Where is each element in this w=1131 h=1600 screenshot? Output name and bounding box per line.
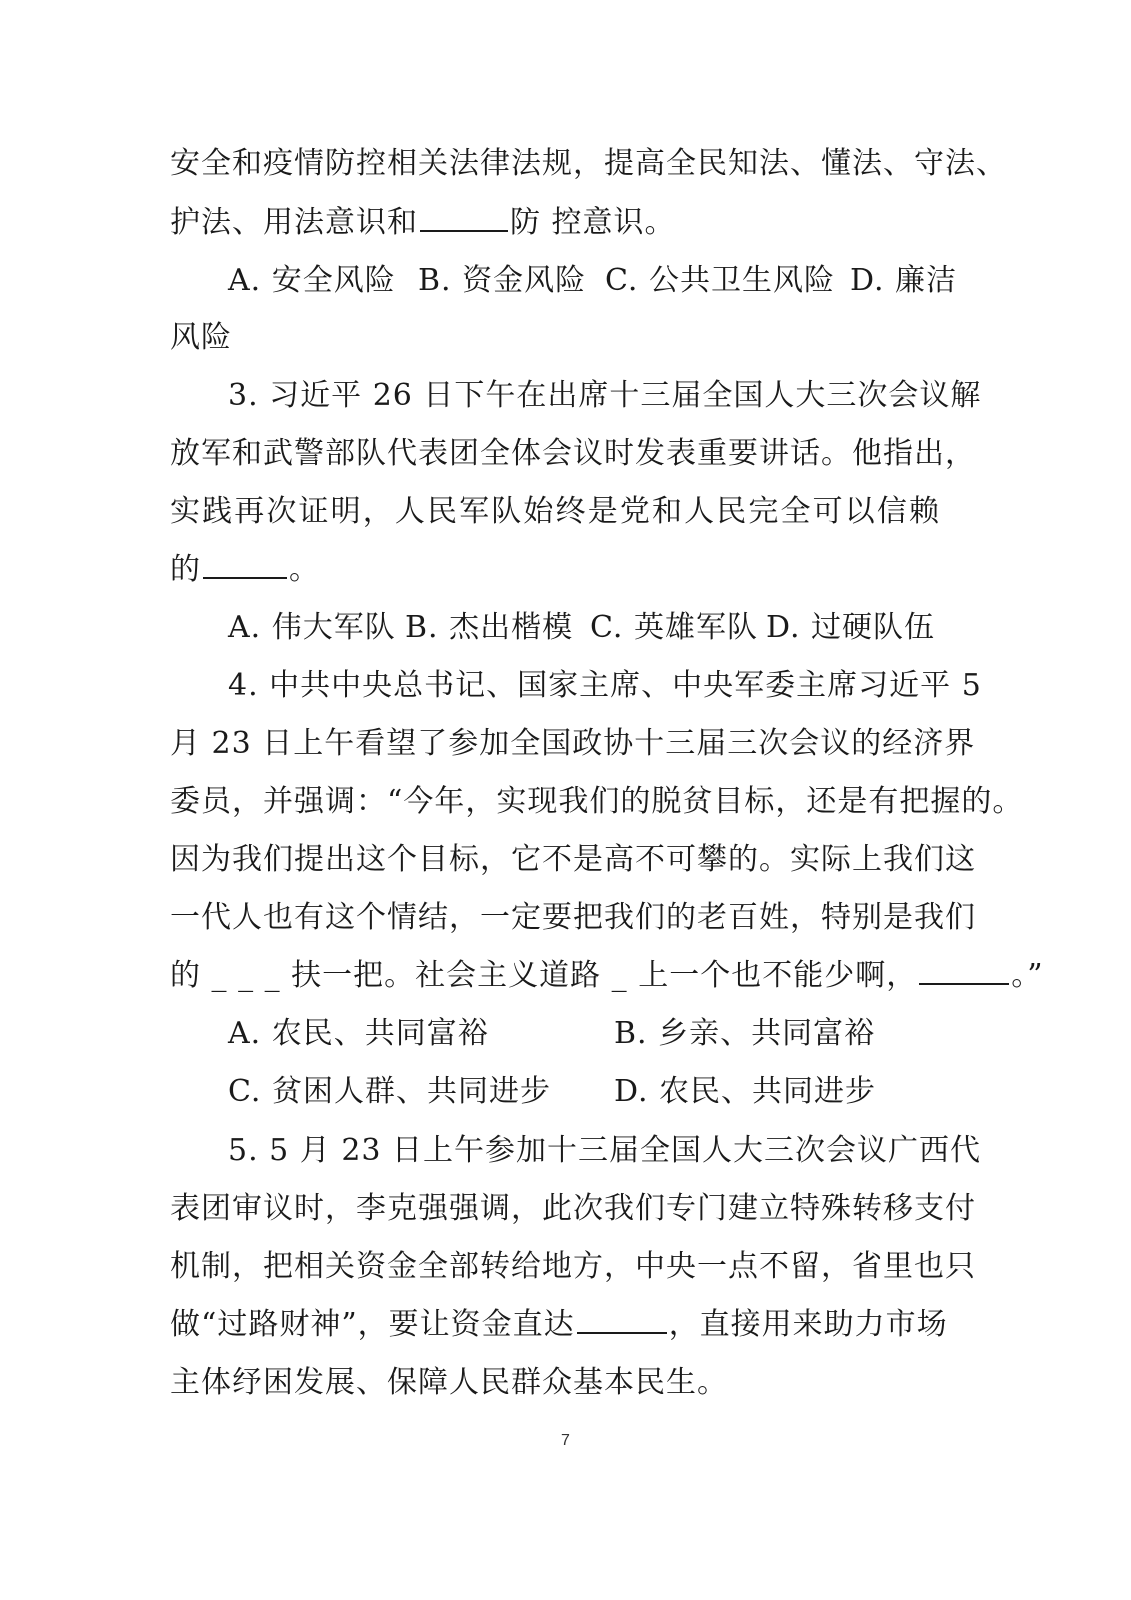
q3-option-c: C. 英雄军队 (590, 610, 758, 645)
q3-text-line-4-start: 的 (170, 552, 201, 587)
q3-text-line-3: 实践再次证明，人民军队始终是党和人民完全可以信赖 (170, 494, 940, 529)
q5-text-line-4-start: 做“过路财神”，要让资金直达 (170, 1307, 575, 1342)
q4-answer-blank (919, 957, 1009, 985)
q2-option-d: D. 廉洁 (850, 263, 958, 298)
q4-text-line-1: 4. 中共中央总书记、国家主席、中央军委主席习近平 5 (228, 668, 982, 703)
q5-text-line-2: 表团审议时，李克强强调，此次我们专门建立特殊转移支付 (170, 1191, 976, 1226)
q4-text-line-3: 委员，并强调：“今年，实现我们的脱贫目标，还是有把握的。 (170, 784, 1024, 819)
page-number: 7 (561, 1432, 570, 1449)
q2-option-c: C. 公共卫生风险 (605, 263, 835, 298)
q5-text-line-4 (170, 1305, 948, 1345)
q5-answer-blank (577, 1306, 667, 1334)
q2-answer-blank (420, 204, 508, 232)
q5-text-line-3: 机制，把相关资金全部转给地方，中央一点不留，省里也只 (170, 1249, 976, 1284)
q3-text-line-2: 放军和武警部队代表团全体会议时发表重要讲话。他指出， (170, 436, 976, 471)
q3-text-line-1: 3. 习近平 26 日下午在出席十三届全国人大三次会议解 (228, 378, 982, 413)
q3-option-d: D. 过硬队伍 (766, 610, 936, 645)
q4-text-line-5: 一代人也有这个情结，一定要把我们的老百姓，特别是我们 (170, 900, 976, 935)
q4-text-line-2: 月 23 日上午看望了参加全国政协十三届三次会议的经济界 (170, 726, 976, 761)
q3-option-b: B. 杰出楷模 (405, 610, 574, 645)
q2-text-line-1: 安全和疫情防控相关法律法规，提高全民知法、懂法、守法、 (170, 146, 1007, 181)
q2-option-b: B. 资金风险 (418, 263, 587, 298)
q2-option-a: A. 安全风险 (228, 263, 396, 298)
q5-text-line-4-end: ，直接用来助力市场 (668, 1307, 948, 1342)
q2-text-line-2-start: 护法、用法意识和 (170, 205, 418, 240)
q2-text-line-2-end: 防 控意识。 (510, 205, 676, 240)
q4-option-b: B. 乡亲、共同富裕 (614, 1016, 876, 1051)
q3-text-line-4-end: 。 (289, 552, 320, 587)
q4-text-line-6 (170, 956, 1044, 996)
q3-text-line-4 (170, 550, 320, 590)
q3-option-a: A. 伟大军队 (228, 610, 396, 645)
q4-option-a: A. 农民、共同富裕 (228, 1016, 489, 1051)
q4-text-line-6-end: 。” (1011, 958, 1044, 993)
q4-option-d: D. 农民、共同进步 (614, 1074, 877, 1109)
q4-text-line-6-start: 的 _ _ _ 扶一把。社会主义道路 _ 上一个也不能少啊， (170, 958, 918, 993)
q4-text-line-4: 因为我们提出这个目标，它不是高不可攀的。实际上我们这 (170, 842, 976, 877)
q4-option-c: C. 贫困人群、共同进步 (228, 1074, 551, 1109)
q3-answer-blank (203, 551, 287, 579)
q2-option-d-continued: 风险 (170, 320, 232, 355)
q5-text-line-1: 5. 5 月 23 日上午参加十三届全国人大三次会议广西代 (228, 1133, 982, 1168)
q2-text-line-2 (170, 203, 676, 243)
q5-text-line-5: 主体纾困发展、保障人民群众基本民生。 (170, 1365, 728, 1400)
